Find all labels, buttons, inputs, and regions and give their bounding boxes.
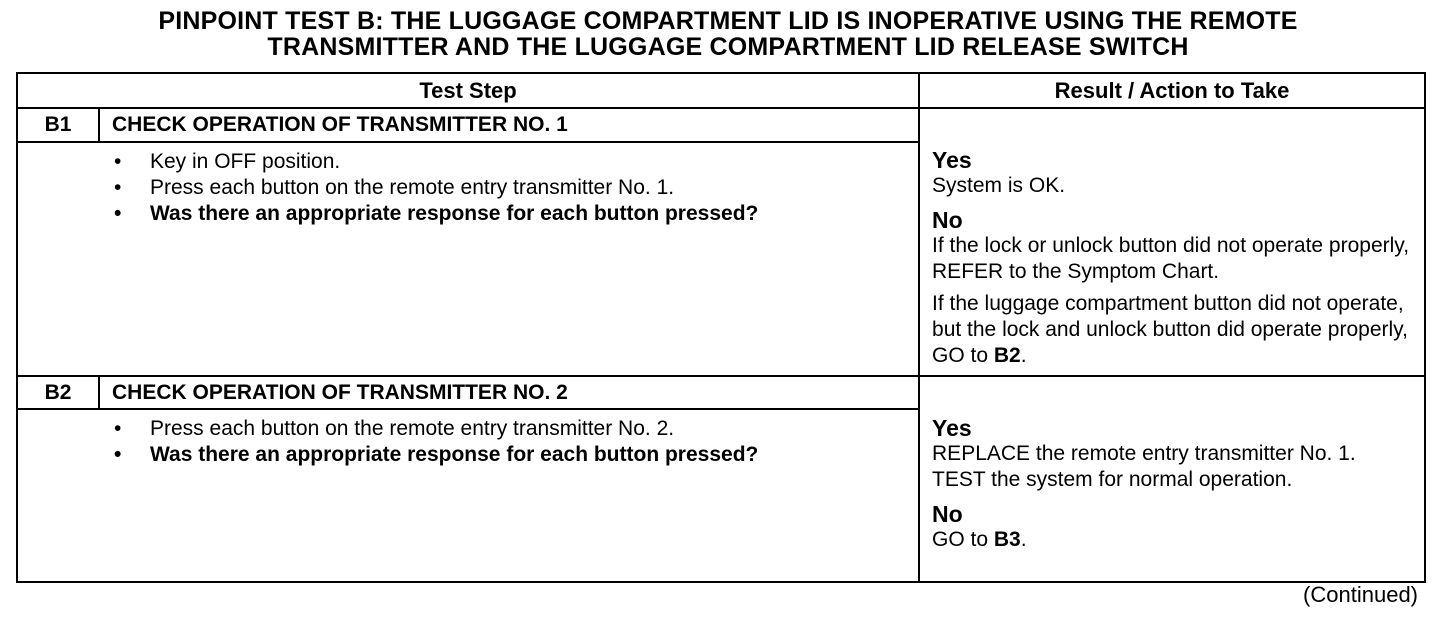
title-line-1: PINPOINT TEST B: THE LUGGAGE COMPARTMENT LID IS INOPERATIVE USING THE REMOTE xyxy=(158,7,1298,35)
yes-text: System is OK. xyxy=(932,174,1066,197)
step-title: CHECK OPERATION OF TRANSMITTER NO. 2 xyxy=(99,376,919,409)
no-text-goto-body: If the luggage compartment button did not operate, but the lock and unlock button did operate properly, GO to xyxy=(932,292,1408,367)
step-b2-title-row xyxy=(17,376,1425,409)
no-text-goto xyxy=(932,527,1418,553)
step-reference: B3 xyxy=(993,528,1021,551)
bullet-item: • Key in OFF position. xyxy=(114,149,918,175)
step-b1-result xyxy=(919,108,1425,376)
no-text-goto xyxy=(932,291,1418,369)
step-id: B1 xyxy=(17,108,99,142)
step-b2-result xyxy=(919,376,1425,582)
step-id: B2 xyxy=(17,376,99,409)
no-text-goto-body: GO to xyxy=(932,528,994,551)
step-b1-bullets xyxy=(18,143,918,227)
pinpoint-test-table xyxy=(16,72,1426,583)
header-result: Result / Action to Take xyxy=(919,73,1425,108)
yes-text: REPLACE the remote entry transmitter No. 1. TEST the system for normal operation. xyxy=(932,442,1356,491)
no-label: No xyxy=(932,207,963,233)
yes-label: Yes xyxy=(932,415,972,441)
step-b1-body xyxy=(17,142,919,376)
bullet-item: • Press each button on the remote entry transmitter No. 2. xyxy=(114,416,918,442)
no-text-goto-end: . xyxy=(1020,344,1027,367)
bullet-question: • Was there an appropriate response for each button pressed? xyxy=(114,201,790,227)
step-b2-body xyxy=(17,409,919,582)
title-line-2: TRANSMITTER AND THE LUGGAGE COMPARTMENT LID RELEASE SWITCH xyxy=(267,33,1189,61)
header-test-step: Test Step xyxy=(17,73,919,108)
no-text: If the lock or unlock button did not operate properly, REFER to the Symptom Chart. xyxy=(932,234,1410,283)
yes-label: Yes xyxy=(932,147,972,173)
bullet-item: • Press each button on the remote entry transmitter No. 1. xyxy=(114,175,918,201)
step-reference: B2 xyxy=(993,344,1021,367)
document-title xyxy=(0,8,1456,60)
no-text-goto-end: . xyxy=(1020,528,1027,551)
step-b1-title-row xyxy=(17,108,1425,142)
continued-note: (Continued) xyxy=(1303,582,1418,607)
step-b2-bullets xyxy=(18,410,918,468)
step-title: CHECK OPERATION OF TRANSMITTER NO. 1 xyxy=(99,108,919,142)
no-label: No xyxy=(932,501,963,527)
bullet-question: • Was there an appropriate response for each button pressed? xyxy=(114,442,790,468)
table-header-row xyxy=(17,73,1425,108)
